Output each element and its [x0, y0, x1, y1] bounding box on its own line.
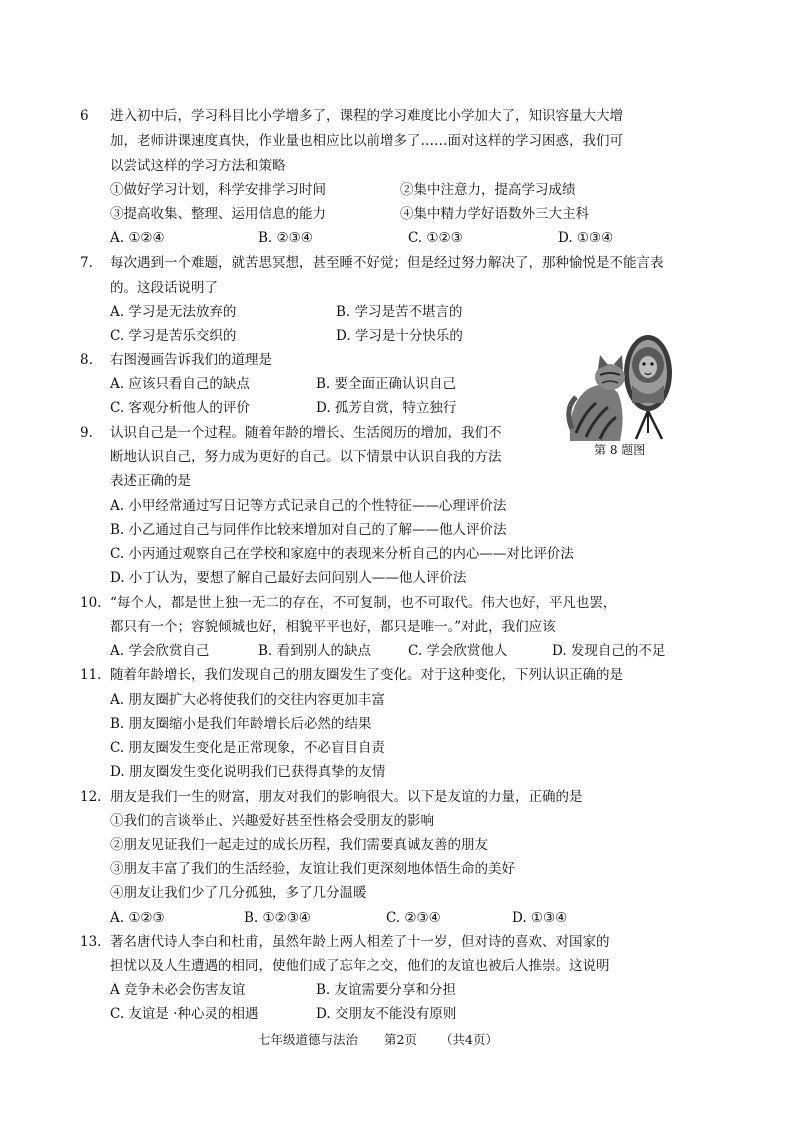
answer-option-d: D. ①③④: [558, 230, 614, 246]
question-number: 10.: [80, 595, 102, 611]
statement: ①做好学习计划，科学安排学习时间: [110, 182, 326, 198]
answer-option-d: D. 孤芳自赏，特立独行: [316, 400, 457, 416]
question-stem-line: 加，老师讲课速度真快，作业量也相应比以前增多了……面对这样的学习困惑，我们可: [110, 133, 623, 149]
footer-page-number: 第2页: [384, 1032, 417, 1047]
cartoon-illustration: [566, 333, 684, 441]
answer-option-d: D. 交朋友不能没有原则: [316, 1006, 457, 1022]
footer-subject: 七年级道德与法治: [258, 1032, 359, 1047]
answer-option-b: B. 友谊需要分享和分担: [316, 982, 457, 998]
statement: ②集中注意力，提高学习成绩: [400, 182, 576, 198]
answer-option-c: C. 友谊是 ·种心灵的相遇: [110, 1006, 259, 1022]
answer-option-a: A. 朋友圈扩大必将使我们的交往内容更加丰富: [110, 692, 385, 708]
question-stem-line: 每次遇到一个难题，就苦思冥想，甚至睡不好觉；但是经过努力解决了，那种愉悦是不能言表: [110, 255, 664, 271]
question-stem-line: “每个人，都是世上独一无二的存在，不可复制，也不可取代。伟大也好，平凡也罢，: [110, 595, 617, 611]
cartoon-cat-mirror-lion-image: [566, 333, 684, 441]
answer-option-d: D. ①③④: [512, 910, 568, 926]
answer-option-a: A. ①②④: [110, 230, 165, 246]
answer-option-d: D. 朋友圈发生变化说明我们已获得真挚的友情: [110, 764, 386, 780]
answer-option-d: D. 发现自己的不足: [552, 643, 666, 659]
question-number: 7.: [80, 255, 93, 271]
question-stem-line: 表述正确的是: [110, 473, 191, 489]
question-number: 11.: [80, 667, 102, 683]
figure-caption: 第 8 题图: [594, 443, 646, 457]
question-stem-line: 朋友是我们一生的财富，朋友对我们的影响很大。以下是友谊的力量，正确的是: [110, 789, 583, 805]
question-stem-line: 都只有一个；容貌倾城也好，相貌平平也好，都只是唯一。”对此，我们应该: [110, 619, 556, 635]
question-stem-line: 著名唐代诗人李白和杜甫，虽然年龄上两人相差了十一岁，但对诗的喜欢、对国家的: [110, 934, 610, 950]
question-stem-line: 右图漫画告诉我们的道理是: [110, 352, 272, 368]
answer-option-c: C. 客观分析他人的评价: [110, 400, 250, 416]
question-stem-line: 随着年龄增长，我们发现自己的朋友圈发生了变化。对于这种变化，下列认识正确的是: [110, 667, 623, 683]
answer-option-c: C. ①②③: [408, 230, 463, 246]
question-number: 6: [80, 108, 89, 124]
question-stem-line: 以尝试这样的学习方法和策略: [110, 158, 286, 174]
question-stem-line: 担忧以及人生遭遇的相同，使他们成了忘年之交，他们的友谊也被后人推崇。这说明: [110, 958, 610, 974]
question-number: 9.: [80, 425, 93, 441]
answer-option-a: A. ①②③: [110, 910, 165, 926]
answer-option-a: A. 学会欣赏自己: [110, 643, 210, 659]
answer-option-a: A. 应该只看自己的缺点: [110, 376, 250, 392]
answer-option-b: B. 朋友圈缩小是我们年龄增长后必然的结果: [110, 716, 372, 732]
answer-option-d: D. 小丁认为，要想了解自己最好去问问别人——他人评价法: [110, 570, 467, 586]
question-number: 8.: [80, 352, 93, 368]
answer-option-d: D. 学习是十分快乐的: [336, 328, 463, 344]
question-stem-line: 进入初中后，学习科目比小学增多了，课程的学习难度比小学加大了，知识容量大大增: [110, 108, 623, 124]
question-number: 12.: [80, 789, 102, 805]
answer-option-c: C. 学会欣赏他人: [408, 643, 508, 659]
answer-option-a: A 竞争未必会伤害友谊: [110, 982, 246, 998]
question-stem-line: 认识自己是一个过程。随着年龄的增长、生活阅历的增加，我们不: [110, 425, 502, 441]
statement: ③提高收集、整理、运用信息的能力: [110, 206, 326, 222]
statement: ③朋友丰富了我们的生活经验，友谊让我们更深刻地体悟生命的美好: [110, 861, 515, 877]
question-number: 13.: [80, 934, 102, 950]
answer-option-b: B. 小乙通过自己与同伴作比较来增加对自己的了解——他人评价法: [110, 522, 507, 538]
answer-option-b: B. ②③④: [258, 230, 313, 246]
statement: ④集中精力学好语数外三大主科: [400, 206, 589, 222]
question-stem-line: 的。这段话说明了: [110, 280, 218, 296]
statement: ②朋友见证我们一起走过的成长历程，我们需要真诚友善的朋友: [110, 837, 488, 853]
statement: ④朋友让我们少了几分孤独，多了几分温暖: [110, 885, 367, 901]
footer-total-pages: （共4页）: [440, 1032, 498, 1047]
answer-option-b: B. ①②③④: [244, 910, 311, 926]
answer-option-a: A. 学习是无法放弃的: [110, 304, 237, 320]
answer-option-b: B. 要全面正确认识自己: [316, 376, 457, 392]
statement: ①我们的言谈举止、兴趣爱好甚至性格会受朋友的影响: [110, 813, 434, 829]
answer-option-b: B. 看到别人的缺点: [258, 643, 372, 659]
question-stem-line: 断地认识自己，努力成为更好的自己。以下情景中认识自我的方法: [110, 449, 502, 465]
answer-option-c: C. 小丙通过观察自己在学校和家庭中的表现来分析自己的内心——对比评价法: [110, 546, 574, 562]
answer-option-a: A. 小甲经常通过写日记等方式记录自己的个性特征——心理评价法: [110, 498, 507, 514]
answer-option-c: C. 学习是苦乐交织的: [110, 328, 237, 344]
answer-option-b: B. 学习是苦不堪言的: [336, 304, 463, 320]
answer-option-c: C. ②③④: [386, 910, 441, 926]
answer-option-c: C. 朋友圈发生变化是正常现象，不必盲目自责: [110, 740, 385, 756]
